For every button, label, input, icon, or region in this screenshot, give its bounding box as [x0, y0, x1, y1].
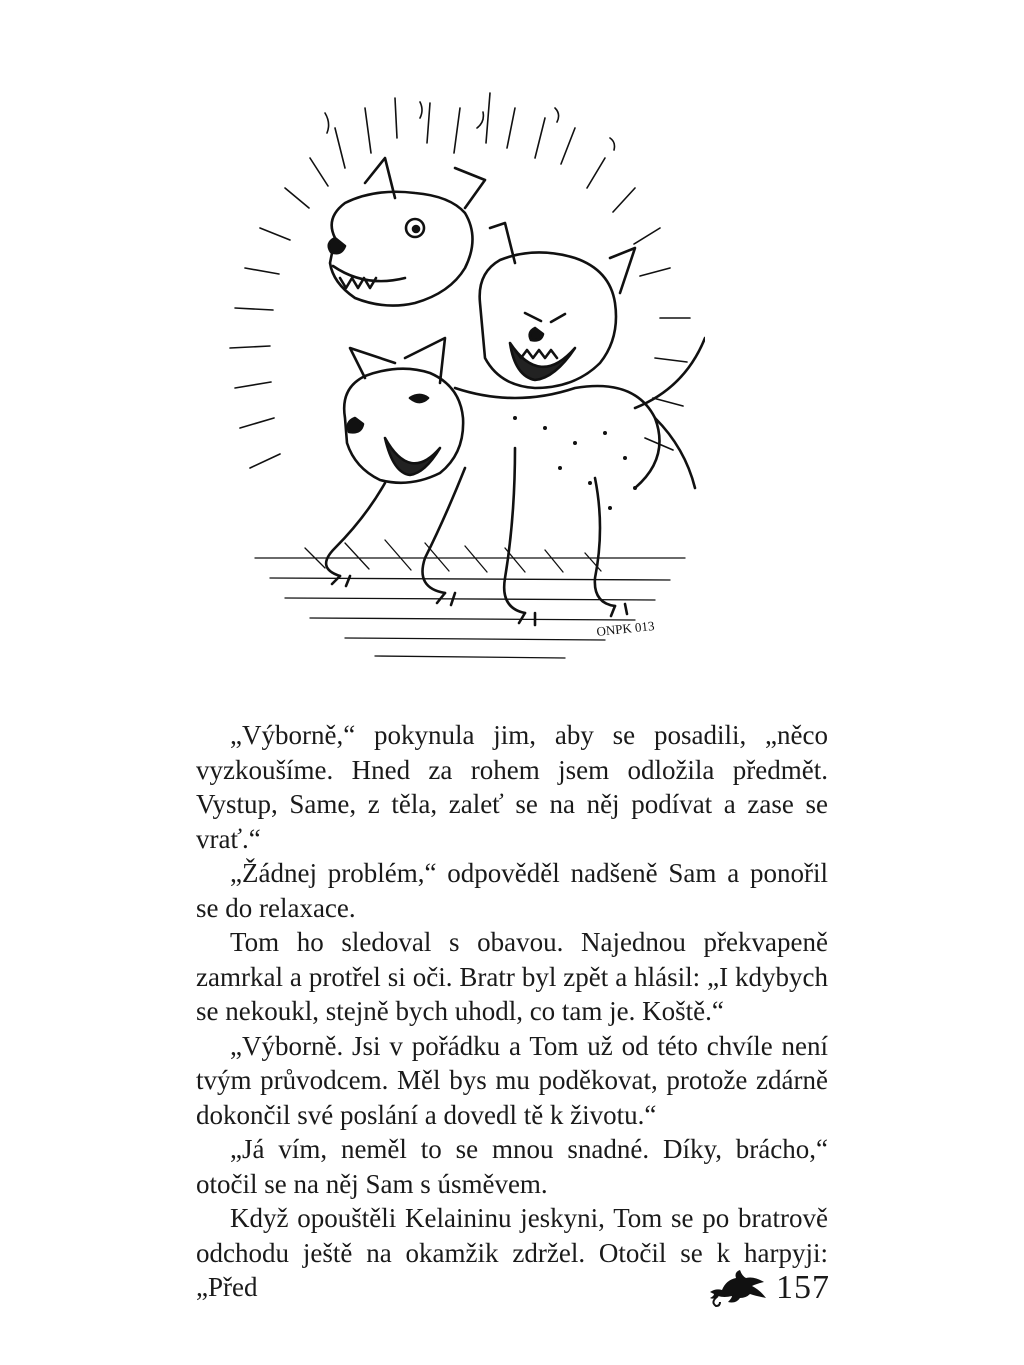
- page-number: 157: [776, 1269, 830, 1306]
- radiating-lines: [230, 93, 690, 468]
- paragraph-6: Když opouštěli Kelaininu jeskyni, Tom se po bratrově odchodu ještě na okamžik zdržel. Otočil se k harpyji: „Před: [196, 1203, 828, 1302]
- ground-hatching: [255, 540, 685, 658]
- three-headed-dog-illustration: [215, 88, 705, 678]
- right-head: [480, 223, 635, 388]
- left-top-head: [329, 158, 485, 306]
- page-footer: [706, 1268, 830, 1308]
- paragraph-1: „Výborně,“ pokynula jim, aby se posadili, „něco vyzkoušíme. Hned za rohem jsem odložila předmět. Vystup, Same, z těla, zaleť se na něj podívat a zase se vrať.“: [196, 720, 828, 854]
- front-head: [344, 338, 463, 483]
- paragraph-3: Tom ho sledoval s obavou. Najednou překvapeně zamrkal a protřel si oči. Bratr byl zpět a hlásil: „I kdybych se nekoukl, stejně bych uhodl, co tam je. Koště.“: [196, 927, 828, 1026]
- paragraph-5: „Já vím, neměl to se mnou snadné. Díky, brácho,“ otočil se na něj Sam s úsměvem.: [196, 1134, 828, 1199]
- dragon-icon: [706, 1268, 768, 1308]
- paragraph-2: „Žádnej problém,“ odpověděl nadšeně Sam a ponořil se do relaxace.: [196, 858, 828, 923]
- fur-dots: [513, 416, 637, 510]
- body-text: [196, 718, 828, 1305]
- paragraph-4: „Výborně. Jsi v pořádku a Tom už od této chvíle není tvým průvodcem. Měl bys mu poděkovat, protože zdárně dokončil své poslání a dovedl tě k životu.“: [196, 1030, 828, 1130]
- artist-signature: ONPK 013: [595, 617, 656, 639]
